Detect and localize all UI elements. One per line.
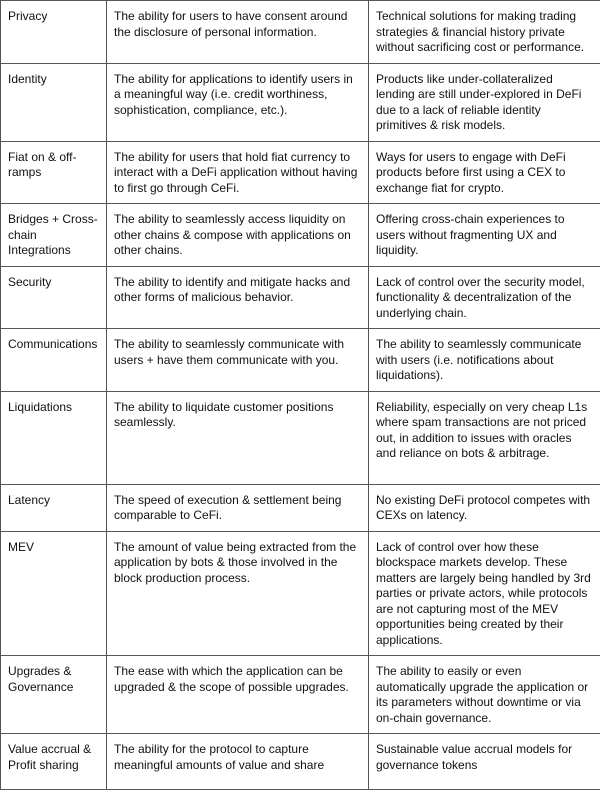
definition-cell: The ability for users to have consent around the disclosure of personal information. — [107, 1, 369, 64]
table-row — [1, 266, 600, 329]
category-cell: Fiat on & off-ramps — [1, 141, 107, 204]
challenge-cell: Reliability, especially on very cheap L1s where spam transactions are not priced out, in addition to issues with oracles and reliance on bots & arbitrage. — [369, 391, 600, 484]
category-cell: Bridges + Cross-chain Integrations — [1, 204, 107, 267]
table-row — [1, 204, 600, 267]
challenge-cell: No existing DeFi protocol competes with CEXs on latency. — [369, 484, 600, 531]
table-row — [1, 484, 600, 531]
definition-cell: The ability for applications to identify users in a meaningful way (i.e. credit worthiness, sophistication, compliance, etc.). — [107, 63, 369, 141]
challenge-cell: Lack of control over how these blockspace markets develop. These matters are largely being handled by 3rd parties or private actors, while protocols are not capturing most of the MEV opportunities being created by their applications. — [369, 531, 600, 656]
challenge-cell: Ways for users to engage with DeFi products before first using a CEX to exchange fiat for crypto. — [369, 141, 600, 204]
definition-cell: The ability to liquidate customer positions seamlessly. — [107, 391, 369, 484]
challenge-cell: Technical solutions for making trading strategies & financial history private without sacrificing cost or performance. — [369, 1, 600, 64]
table-row — [1, 734, 600, 790]
definition-cell: The speed of execution & settlement being comparable to CeFi. — [107, 484, 369, 531]
definition-cell: The ease with which the application can be upgraded & the scope of possible upgrades. — [107, 656, 369, 734]
definition-cell: The amount of value being extracted from the application by bots & those involved in the block production process. — [107, 531, 369, 656]
table-row — [1, 656, 600, 734]
challenge-cell: Offering cross-chain experiences to users without fragmenting UX and liquidity. — [369, 204, 600, 267]
table-row — [1, 141, 600, 204]
table-row — [1, 391, 600, 484]
category-cell: Upgrades & Governance — [1, 656, 107, 734]
definition-cell: The ability to seamlessly access liquidity on other chains & compose with applications on other chains. — [107, 204, 369, 267]
category-cell: MEV — [1, 531, 107, 656]
challenge-cell: The ability to easily or even automatically upgrade the application or its parameters without downtime or via on-chain governance. — [369, 656, 600, 734]
definition-cell: The ability to seamlessly communicate with users + have them communicate with you. — [107, 329, 369, 392]
challenge-cell: Lack of control over the security model, functionality & decentralization of the underlying chain. — [369, 266, 600, 329]
definition-cell: The ability for the protocol to capture meaningful amounts of value and share — [107, 734, 369, 790]
table-row — [1, 1, 600, 64]
category-cell: Communications — [1, 329, 107, 392]
table-row — [1, 63, 600, 141]
challenge-cell: Products like under-collateralized lending are still under-explored in DeFi due to a lack of reliable identity primitives & risk models. — [369, 63, 600, 141]
category-cell: Privacy — [1, 1, 107, 64]
category-cell: Security — [1, 266, 107, 329]
challenge-cell: Sustainable value accrual models for governance tokens — [369, 734, 600, 790]
category-cell: Value accrual & Profit sharing — [1, 734, 107, 790]
table-row — [1, 531, 600, 656]
definition-cell: The ability to identify and mitigate hacks and other forms of malicious behavior. — [107, 266, 369, 329]
definition-cell: The ability for users that hold fiat currency to interact with a DeFi application without having to first go through CeFi. — [107, 141, 369, 204]
category-cell: Latency — [1, 484, 107, 531]
table-row — [1, 329, 600, 392]
challenge-cell: The ability to seamlessly communicate with users (i.e. notifications about liquidations). — [369, 329, 600, 392]
category-cell: Identity — [1, 63, 107, 141]
category-cell: Liquidations — [1, 391, 107, 484]
